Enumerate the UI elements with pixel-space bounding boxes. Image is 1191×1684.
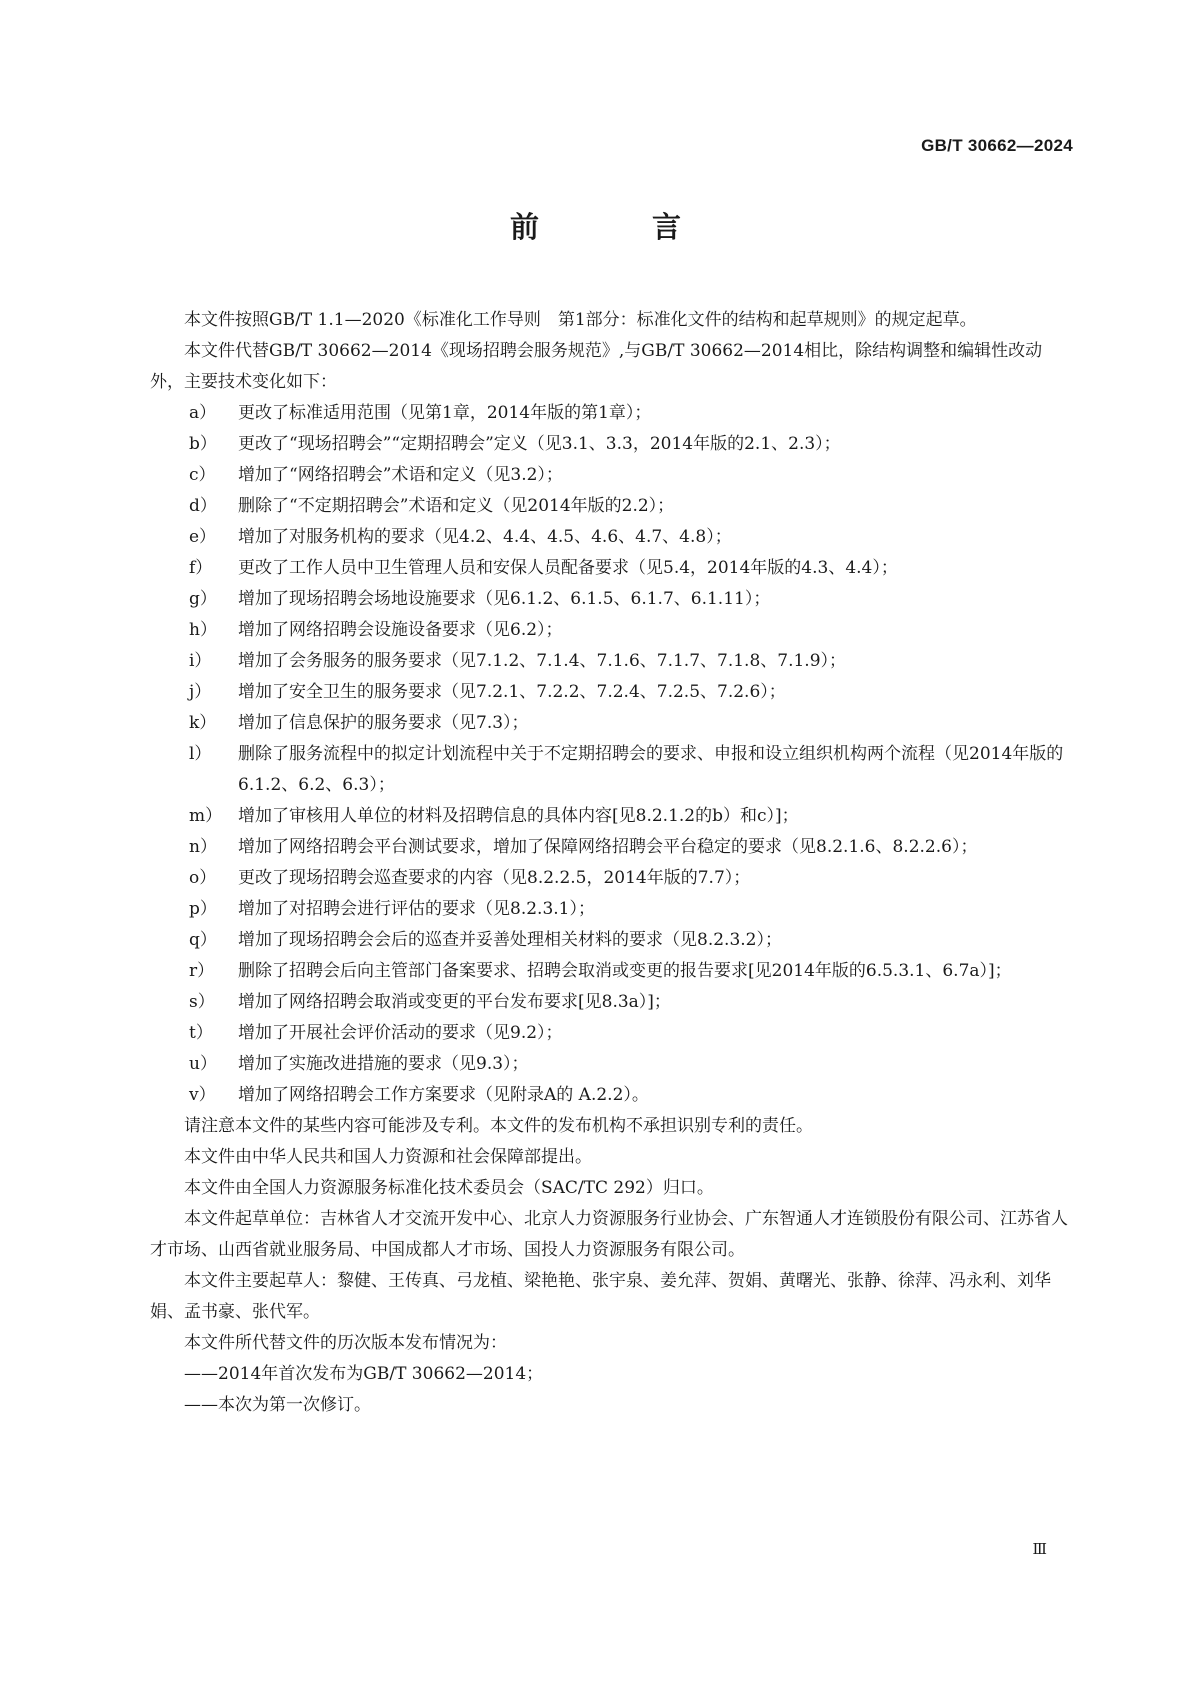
list-item [150,1080,1070,1111]
paragraph-first-edition: ——2014年首次发布为GB/T 30662—2014； [184,1364,544,1384]
list-item-text: 删除了服务流程中的拟定计划流程中关于不定期招聘会的要求、申报和设立组织机构两个流程（见2014年版的6.1.2、6.2、6.3）； [238,744,1064,795]
page-title: 前 言 [509,210,723,244]
list-item-label: u） [189,1054,217,1074]
list-item [150,491,1070,522]
list-item-text: 增加了会务服务的服务要求（见7.1.2、7.1.4、7.1.6、7.1.7、7.1.8、7.1.9）； [238,651,847,671]
list-item-label: s） [189,992,215,1012]
list-item-label: d） [189,496,217,516]
list-item [150,1018,1070,1049]
list-item-text: 增加了现场招聘会场地设施要求（见6.1.2、6.1.5、6.1.7、6.1.11）； [238,589,771,609]
list-item [150,460,1070,491]
list-item-label: q） [189,930,217,950]
list-item-text: 增加了对服务机构的要求（见4.2、4.4、4.5、4.6、4.7、4.8）； [238,527,732,547]
list-item-label: n） [189,837,217,857]
paragraph-drafting-units: 本文件起草单位：吉林省人才交流开发中心、北京人力资源服务行业协会、广东智通人才连锁股份有限公司、江苏省人才市场、山西省就业服务局、中国成都人才市场、国投人力资源服务有限公司。 [150,1209,1068,1260]
list-item-text: 更改了现场招聘会巡查要求的内容（见8.2.2.5，2014年版的7.7）； [238,868,751,888]
list-item-label: g） [189,589,217,609]
list-item-text: 增加了信息保护的服务要求（见7.3）； [238,713,529,733]
list-item-label: l） [189,744,212,764]
list-item [150,739,1070,801]
list-item-label: j） [189,682,212,702]
list-item-label: i） [189,651,212,671]
list-item [150,1049,1070,1080]
list-item-text: 增加了审核用人单位的材料及招聘信息的具体内容[见8.2.1.2的b）和c）]； [238,806,799,826]
list-item-label: f） [189,558,213,578]
list-item-text: 删除了“不定期招聘会”术语和定义（见2014年版的2.2）； [238,496,675,516]
list-item-label: o） [189,868,217,888]
list-item [150,553,1070,584]
list-item [150,429,1070,460]
list-item-label: h） [189,620,217,640]
list-item [150,894,1070,925]
list-item [150,925,1070,956]
list-item [150,522,1070,553]
paragraph-version-history: 本文件所代替文件的历次版本发布情况为： [184,1333,507,1353]
standard-number-header: GB/T 30662—2024 [921,136,1073,155]
list-item-label: e） [189,527,217,547]
list-item-text: 增加了实施改进措施的要求（见9.3）； [238,1054,529,1074]
list-item-text: 更改了“现场招聘会”“定期招聘会”定义（见3.1、3.3，2014年版的2.1、2.3）； [238,434,841,454]
paragraph-drafters: 本文件主要起草人：黎健、王传真、弓龙植、梁艳艳、张宇泉、姜允萍、贺娟、黄曙光、张静、徐萍、冯永利、刘华娟、孟书豪、张代军。 [150,1271,1051,1322]
list-item [150,615,1070,646]
list-item-text: 增加了开展社会评价活动的要求（见9.2）； [238,1023,563,1043]
list-item-label: p） [189,899,217,919]
list-item-label: c） [189,465,216,485]
paragraph-patent-notice: 请注意本文件的某些内容可能涉及专利。本文件的发布机构不承担识别专利的责任。 [184,1116,813,1136]
list-item-label: k） [189,713,217,733]
paragraph-replacement: 本文件代替GB/T 30662—2014《现场招聘会服务规范》,与GB/T 30662—2014相比，除结构调整和编辑性改动外，主要技术变化如下： [150,341,1043,392]
list-item-text: 删除了招聘会后向主管部门备案要求、招聘会取消或变更的报告要求[见2014年版的6.5.3.1、6.7a）]； [238,961,1012,981]
list-item-label: v） [189,1085,216,1105]
list-item-text: 增加了网络招聘会平台测试要求，增加了保障网络招聘会平台稳定的要求（见8.2.1.6、8.2.2.6）； [238,837,978,857]
changes-list [150,398,1070,1111]
list-item-text: 增加了网络招聘会取消或变更的平台发布要求[见8.3a）]； [238,992,671,1012]
list-item-label: b） [189,434,217,454]
list-item-text: 增加了安全卫生的服务要求（见7.2.1、7.2.2、7.2.4、7.2.5、7.2.6）； [238,682,786,702]
list-item [150,832,1070,863]
list-item-label: r） [189,961,215,981]
list-item-text: 更改了工作人员中卫生管理人员和安保人员配备要求（见5.4，2014年版的4.3、4.4）； [238,558,898,578]
list-item [150,987,1070,1018]
page-number: Ⅲ [1032,1540,1047,1558]
paragraph-proposer: 本文件由中华人民共和国人力资源和社会保障部提出。 [184,1147,592,1167]
list-item [150,677,1070,708]
list-item [150,956,1070,987]
list-item-text: 增加了“网络招聘会”术语和定义（见3.2）； [238,465,563,485]
paragraph-revision: ——本次为第一次修订。 [184,1395,371,1415]
list-item-label: m） [189,806,223,826]
list-item [150,646,1070,677]
paragraph-technical-committee: 本文件由全国人力资源服务标准化技术委员会（SAC/TC 292）归口。 [184,1178,714,1198]
list-item-text: 增加了网络招聘会设施设备要求（见6.2）； [238,620,563,640]
list-item-text: 增加了对招聘会进行评估的要求（见8.2.3.1）； [238,899,595,919]
list-item [150,398,1070,429]
list-item-text: 增加了网络招聘会工作方案要求（见附录A的 A.2.2）。 [238,1085,649,1105]
list-item-text: 更改了标准适用范围（见第1章，2014年版的第1章）； [238,403,652,423]
list-item [150,584,1070,615]
list-item-text: 增加了现场招聘会会后的巡查并妥善处理相关材料的要求（见8.2.3.2）； [238,930,782,950]
list-item-label: t） [189,1023,213,1043]
list-item [150,708,1070,739]
list-item-label: a） [189,403,217,423]
paragraph-drafting-rules: 本文件按照GB/T 1.1—2020《标准化工作导则 第1部分：标准化文件的结构和起草规则》的规定起草。 [184,310,977,330]
list-item [150,801,1070,832]
list-item [150,863,1070,894]
foreword-body [150,305,1070,1421]
